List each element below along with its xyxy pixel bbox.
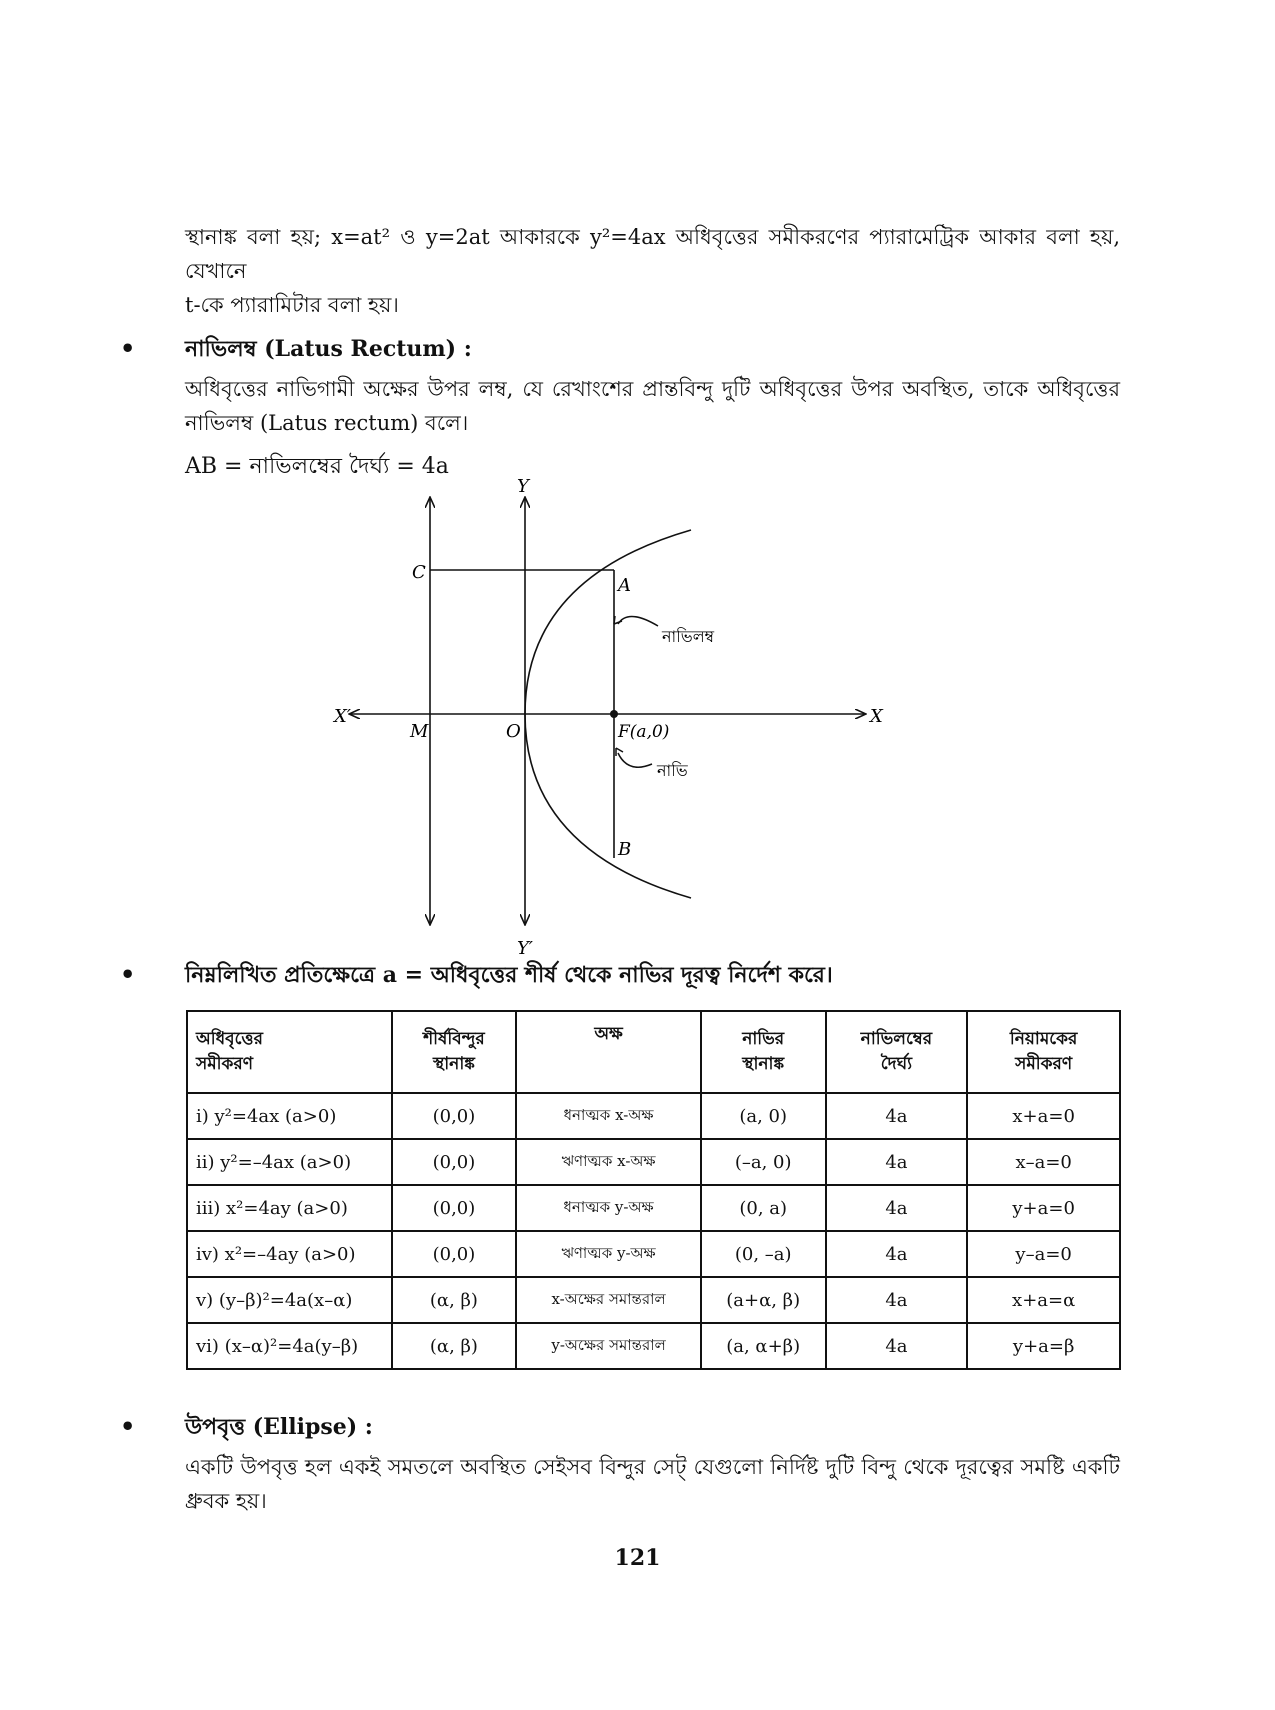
cell-equation: iii) x²=4ay (a>0)	[187, 1185, 392, 1231]
cell-focus: (a, α+β)	[701, 1323, 826, 1369]
cell-focus: (0, –a)	[701, 1231, 826, 1277]
cell-latus-length: 4a	[826, 1277, 968, 1323]
label-y-top: Y	[517, 478, 529, 497]
cell-directrix: y+a=β	[967, 1323, 1120, 1369]
cell-focus: (–a, 0)	[701, 1139, 826, 1185]
table-row	[187, 1231, 1120, 1277]
cell-vertex: (0,0)	[392, 1185, 517, 1231]
bullet-icon: •	[120, 1412, 136, 1441]
bullet-icon: •	[120, 960, 136, 989]
parabola-diagram	[300, 478, 920, 956]
cell-latus-length: 4a	[826, 1185, 968, 1231]
cell-latus-length: 4a	[826, 1139, 968, 1185]
cell-axis: x-অক্ষের সমান্তরাল	[516, 1277, 700, 1323]
cell-latus-length: 4a	[826, 1323, 968, 1369]
header-equation: অধিবৃত্তের সমীকরণ	[187, 1011, 392, 1093]
parametric-line-2: t-কে প্যারামিটার বলা হয়।	[185, 293, 399, 317]
label-x-right: X	[870, 706, 883, 727]
latus-rectum-heading: নাভিলম্ব (Latus Rectum) :	[185, 336, 472, 362]
cell-directrix: x+a=0	[967, 1093, 1120, 1139]
cell-axis: ঋণাত্মক y-অক্ষ	[516, 1231, 700, 1277]
header-focus: নাভির স্থানাঙ্ক	[701, 1011, 826, 1093]
label-x-left: X′	[334, 706, 351, 727]
cell-equation: vi) (x–α)²=4a(y–β)	[187, 1323, 392, 1369]
focus-pointer	[618, 753, 652, 767]
cell-equation: ii) y²=–4ax (a>0)	[187, 1139, 392, 1185]
page-number: 121	[614, 1545, 661, 1571]
cell-vertex: (0,0)	[392, 1093, 517, 1139]
cell-vertex: (α, β)	[392, 1277, 517, 1323]
cell-directrix: x–a=0	[967, 1139, 1120, 1185]
cell-vertex: (0,0)	[392, 1139, 517, 1185]
cell-focus: (0, a)	[701, 1185, 826, 1231]
cell-equation: iv) x²=–4ay (a>0)	[187, 1231, 392, 1277]
header-directrix: নিয়ামকের সমীকরণ	[967, 1011, 1120, 1093]
cell-directrix: y–a=0	[967, 1231, 1120, 1277]
cell-directrix: y+a=0	[967, 1185, 1120, 1231]
header-vertex: শীর্ষবিন্দুর স্থানাঙ্ক	[392, 1011, 517, 1093]
label-latus-rectum: নাভিলম্ব	[662, 627, 715, 646]
label-c: C	[412, 562, 426, 583]
latus-rectum-formula: AB = নাভিলম্বের দৈর্ঘ্য = 4a	[185, 454, 449, 479]
cell-vertex: (0,0)	[392, 1231, 517, 1277]
label-m: M	[410, 721, 429, 742]
parabola-forms-table	[186, 1010, 1121, 1370]
table-heading: নিম্নলিখিত প্রতিক্ষেত্রে a = অধিবৃত্তের শীর্ষ থেকে নাভির দূরত্ব নির্দেশ করে।	[185, 962, 833, 988]
cell-focus: (a+α, β)	[701, 1277, 826, 1323]
parametric-line-1: স্থানাঙ্ক বলা হয়; x=at² ও y=2at আকারকে y²=4ax অধিবৃত্তের সমীকরণের প্যারামেট্রিক আকার বলা হয়, যেখানে	[185, 225, 1120, 283]
table-row	[187, 1139, 1120, 1185]
latus-pointer	[618, 616, 658, 626]
bullet-icon: •	[120, 334, 136, 363]
table-row	[187, 1277, 1120, 1323]
cell-axis: y-অক্ষের সমান্তরাল	[516, 1323, 700, 1369]
cell-equation: v) (y–β)²=4a(x–α)	[187, 1277, 392, 1323]
label-f: F(a,0)	[618, 722, 670, 742]
label-b: B	[618, 839, 632, 860]
table-header-row	[187, 1011, 1120, 1093]
table-row	[187, 1093, 1120, 1139]
ellipse-definition: একটি উপবৃত্ত হল একই সমতলে অবস্থিত সেইসব বিন্দুর সেট্ যেগুলো নির্দিষ্ট দুটি বিন্দু থেকে দূরত্বের সমষ্টি একটি ধ্রুবক হয়।	[185, 1455, 1120, 1513]
parametric-paragraph	[185, 220, 1120, 322]
cell-axis: ধনাত্মক x-অক্ষ	[516, 1093, 700, 1139]
cell-axis: ধনাত্মক y-অক্ষ	[516, 1185, 700, 1231]
cell-axis: ঋণাত্মক x-অক্ষ	[516, 1139, 700, 1185]
latus-rectum-definition: অধিবৃত্তের নাভিগামী অক্ষের উপর লম্ব, যে রেখাংশের প্রান্তবিন্দু দুটি অধিবৃত্তের উপর অবস্থিত, তাকে অধিবৃত্তের নাভিলম্ব (Latus rectum) বলে।	[185, 377, 1120, 435]
table-row	[187, 1323, 1120, 1369]
focus-point	[610, 710, 618, 718]
cell-directrix: x+a=α	[967, 1277, 1120, 1323]
label-focus: নাভি	[657, 761, 688, 780]
cell-focus: (a, 0)	[701, 1093, 826, 1139]
label-y-bottom: Y′	[517, 938, 533, 956]
cell-latus-length: 4a	[826, 1231, 968, 1277]
label-o: O	[506, 721, 521, 742]
cell-vertex: (α, β)	[392, 1323, 517, 1369]
table-row	[187, 1185, 1120, 1231]
cell-equation: i) y²=4ax (a>0)	[187, 1093, 392, 1139]
header-axis: অক্ষ	[516, 1011, 700, 1093]
label-a: A	[618, 575, 631, 596]
cell-latus-length: 4a	[826, 1093, 968, 1139]
ellipse-heading: উপবৃত্ত (Ellipse) :	[185, 1414, 373, 1440]
header-latus-length: নাভিলম্বের দৈর্ঘ্য	[826, 1011, 968, 1093]
